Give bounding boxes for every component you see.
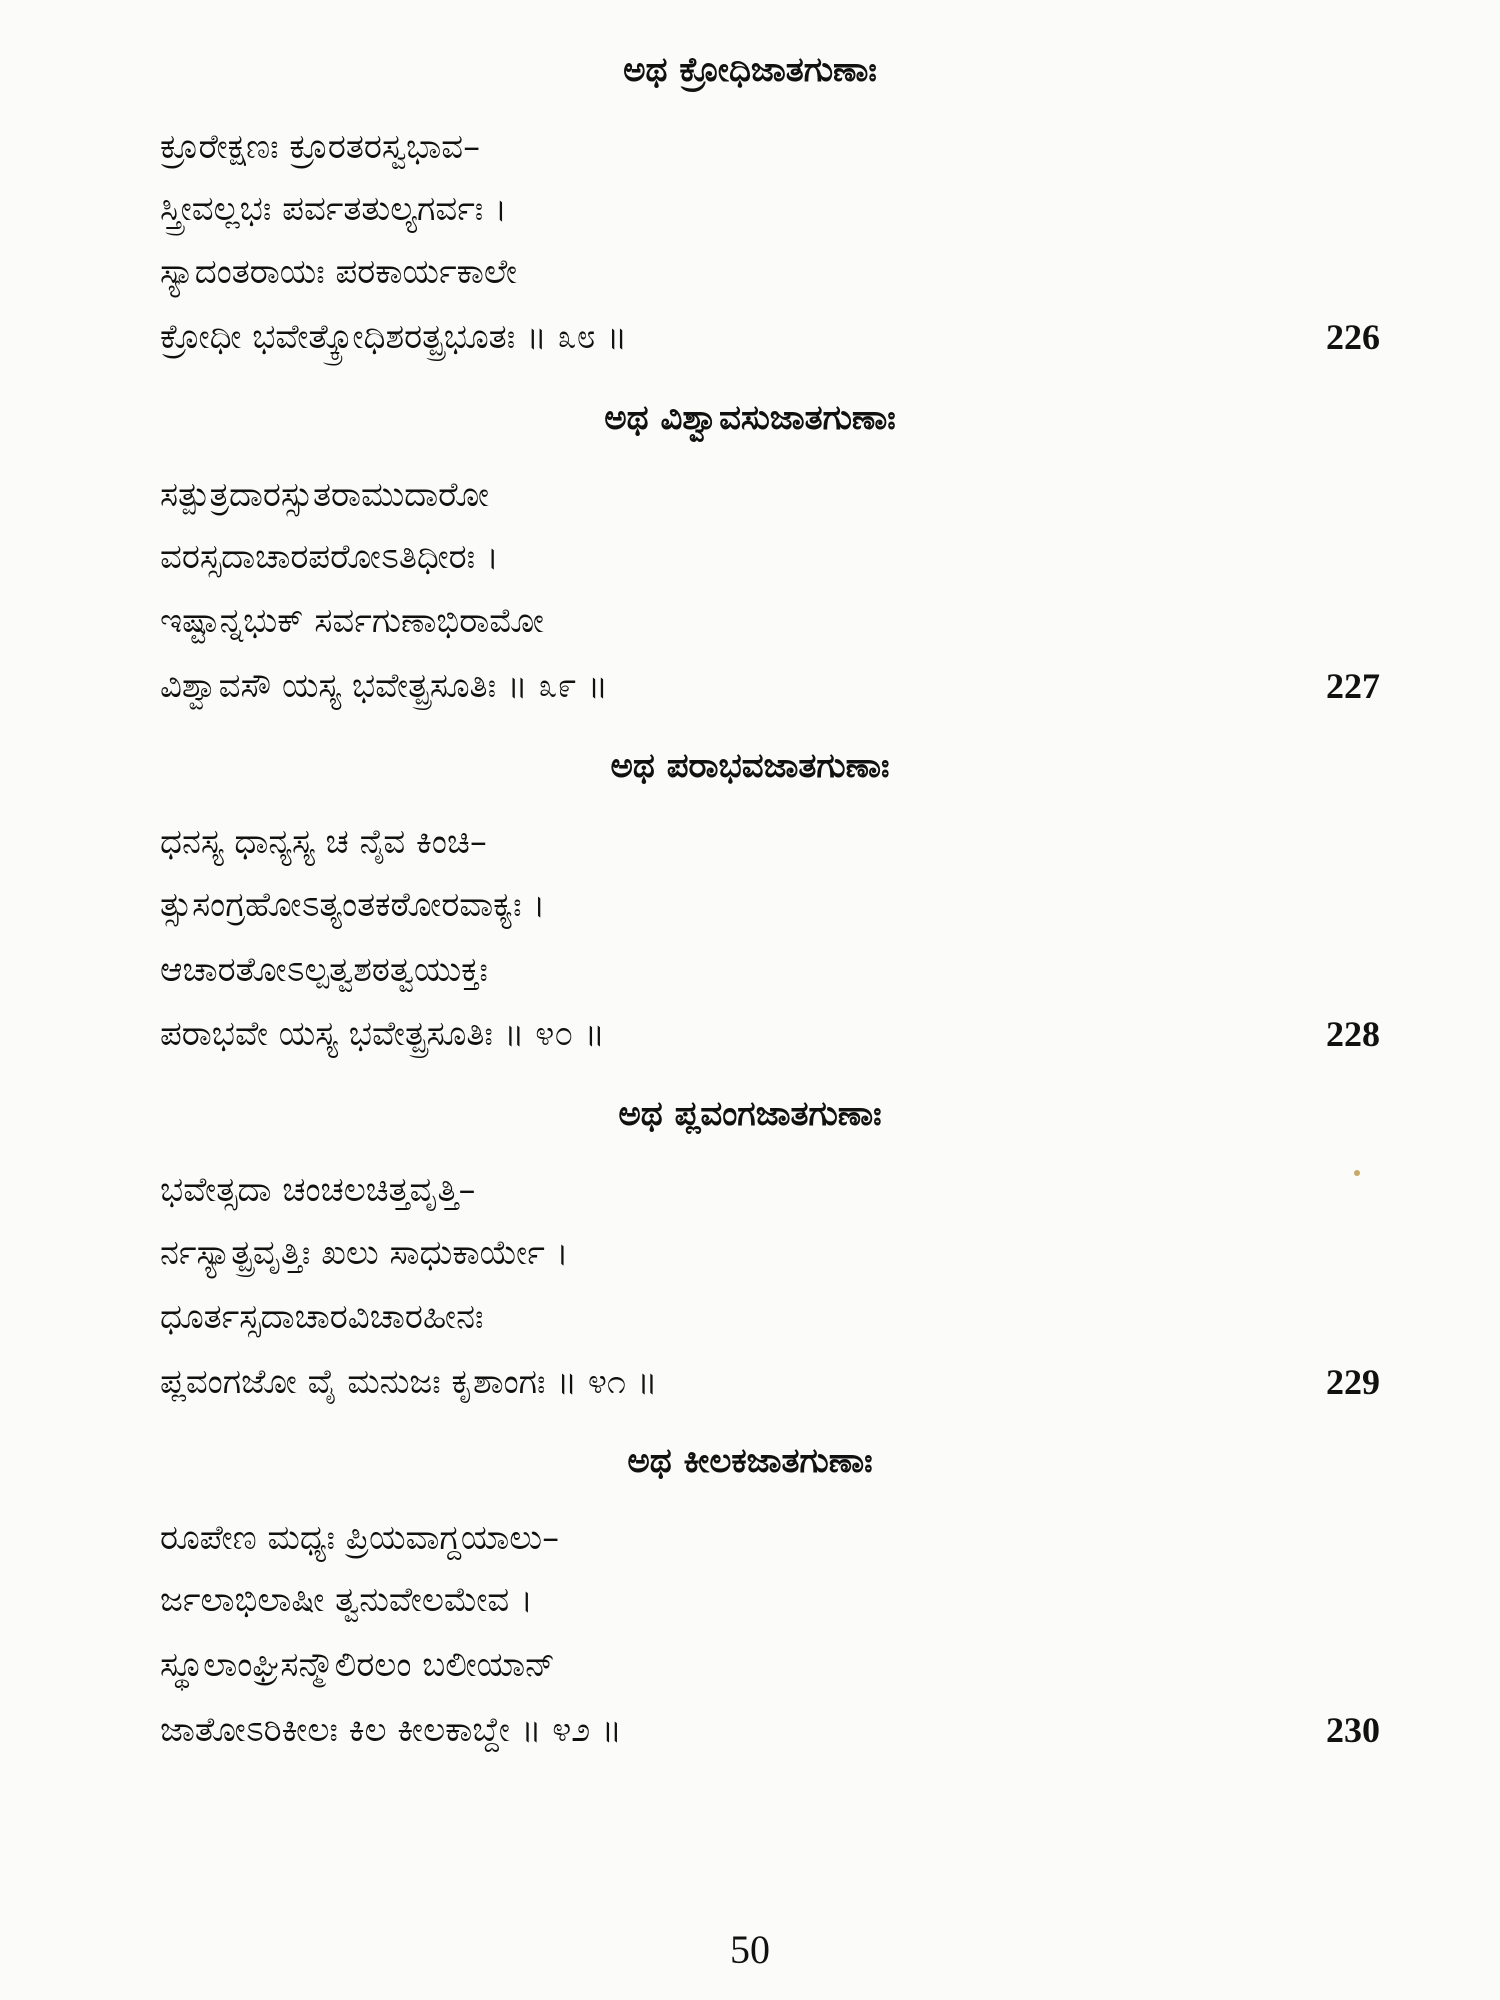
verse-line: ರ್ನಸ್ಯಾತ್ಪ್ರವೃತ್ತಿಃ ಖಲು ಸಾಧುಕಾರ್ಯೇ । xyxy=(160,1233,569,1273)
verse-line: ಸತ್ಪುತ್ರದಾರಸ್ಸುತರಾಮುದಾರೋ xyxy=(160,475,489,515)
verse-line: ಜಾತೋಽರಿಕೀಲಃ ಕಿಲ ಕೀಲಕಾಬ್ದೇ ॥ ೪೨ ॥ xyxy=(160,1710,622,1750)
verse-line: ಪರಾಭವೇ ಯಸ್ಯ ಭವೇತ್ಪ್ರಸೂತಿಃ ॥ ೪೦ ॥ xyxy=(160,1014,605,1054)
verse-line: ಸ್ಯಾದಂತರಾಯಃ ಪರಕಾರ್ಯಕಾಲೇ xyxy=(160,252,518,292)
verse-line: ರ್ಜಲಾಭಿಲಾಷೀ ತ್ವನುವೇಲಮೇವ । xyxy=(160,1580,533,1620)
page-number: 50 xyxy=(730,1927,770,1972)
verse-number: 228 xyxy=(1326,1014,1380,1054)
verse-number: 227 xyxy=(1326,666,1380,706)
verse-number: 229 xyxy=(1326,1362,1380,1402)
verse-line: ಧನಸ್ಯ ಧಾನ್ಯಸ್ಯ ಚ ನೈವ ಕಿಂಚಿ– xyxy=(160,822,487,862)
section-heading: ಅಥ ವಿಶ್ವಾವಸುಜಾತಗುಣಾಃ xyxy=(604,398,896,438)
verse-line: ಸ್ಥೂಲಾಂಘ್ರಿಸನ್ಮೌಲಿರಲಂ ಬಲೀಯಾನ್ xyxy=(160,1645,556,1685)
section-heading: ಅಥ ಕೀಲಕಜಾತಗುಣಾಃ xyxy=(627,1441,873,1481)
verse-line: ಭವೇತ್ಸದಾ ಚಂಚಲಚಿತ್ತವೃತ್ತಿ– xyxy=(160,1170,476,1210)
verse-line: ಆಚಾರತೋಽಲ್ಪತ್ವಶಠತ್ವಯುಕ್ತಃ xyxy=(160,950,488,990)
verse-line: ಇಷ್ಟಾನ್ನಭುಕ್ ಸರ್ವಗುಣಾಭಿರಾಮೋ xyxy=(160,601,544,641)
verse-line: ಪ್ಲವಂಗಜೋ ವೈ ಮನುಜಃ ಕೃಶಾಂಗಃ ॥ ೪೧ ॥ xyxy=(160,1362,658,1402)
verse-line: ತ್ಸುಸಂಗ್ರಹೋಽತ್ಯಂತಕಠೋರವಾಕ್ಯಃ । xyxy=(160,885,546,925)
verse-line: ಕ್ರೂರೇಕ್ಷಣಃ ಕ್ರೂರತರಸ್ವಭಾವ– xyxy=(160,127,481,167)
verse-line: ಕ್ರೋಧೀ ಭವೇತ್ಕ್ರೋಧಿಶರತ್ಪ್ರಭೂತಃ ॥ ೩೮ ॥ xyxy=(160,317,628,357)
verse-line: ವಿಶ್ವಾವಸೌ ಯಸ್ಯ ಭವೇತ್ಪ್ರಸೂತಿಃ ॥ ೩೯ ॥ xyxy=(160,666,609,706)
verse-number: 226 xyxy=(1326,317,1380,357)
verse-line: ಧೂರ್ತಸ್ಸದಾಚಾರವಿಚಾರಹೀನಃ xyxy=(160,1297,484,1337)
verse-line: ಸ್ತ್ರೀವಲ್ಲಭಃ ಪರ್ವತತುಲ್ಯಗರ್ವಃ । xyxy=(160,189,507,229)
section-heading: ಅಥ ಪ್ಲವಂಗಜಾತಗುಣಾಃ xyxy=(618,1094,882,1134)
paper-speck xyxy=(1354,1170,1360,1176)
verse-number: 230 xyxy=(1326,1710,1380,1750)
section-heading: ಅಥ ಕ್ರೋಧಿಜಾತಗುಣಾಃ xyxy=(623,50,877,90)
verse-line: ವರಸ್ಸದಾಚಾರಪರೋಽತಿಧೀರಃ । xyxy=(160,537,499,577)
verse-line: ರೂಪೇಣ ಮಧ್ಯಃ ಪ್ರಿಯವಾಗ್ದಯಾಲು– xyxy=(160,1518,560,1558)
section-heading: ಅಥ ಪರಾಭವಜಾತಗುಣಾಃ xyxy=(610,746,890,786)
